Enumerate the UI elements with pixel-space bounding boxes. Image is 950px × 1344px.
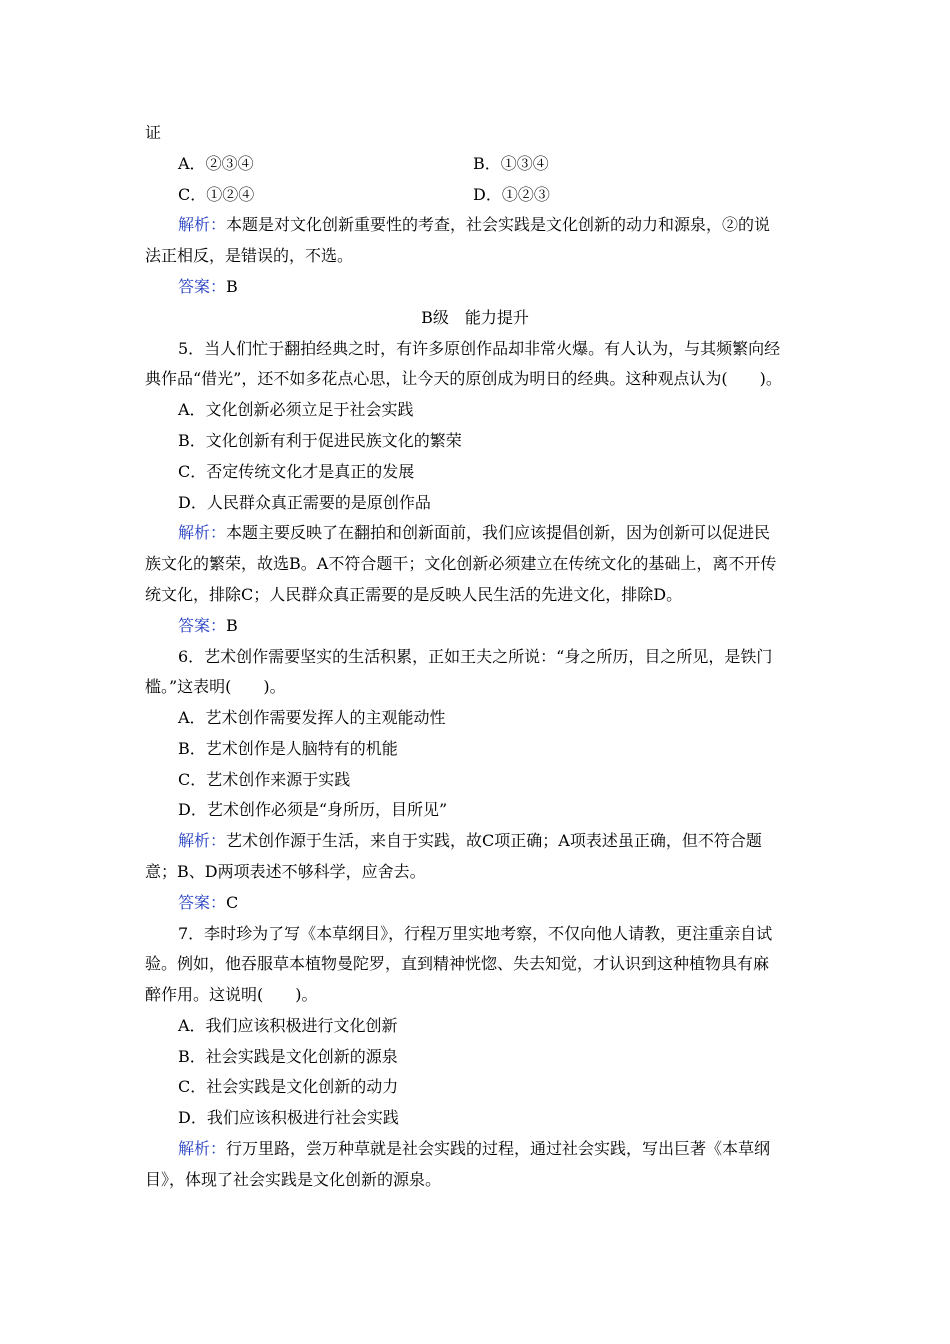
q4-analysis-line-1 <box>178 214 770 236</box>
q7-analysis-line-1 <box>178 1138 770 1160</box>
q6-option-c: C．艺术创作来源于实践 <box>178 770 351 789</box>
section-title: B级 能力提升 <box>421 308 529 327</box>
option-text: ①②③ <box>501 185 550 204</box>
q7-analysis-line-2: 目》，体现了社会实践是文化创新的源泉。 <box>145 1170 442 1189</box>
q4-option-c <box>178 184 254 206</box>
q7-stem-line-1: 7．李时珍为了写《本草纲目》，行程万里实地考察，不仅向他人请教，更注重亲自试 <box>178 924 773 943</box>
analysis-text: 本题是对文化创新重要性的考查，社会实践是文化创新的动力和源泉，②的说 <box>226 215 771 234</box>
analysis-label: 解析： <box>178 831 227 850</box>
answer-label: 答案： <box>178 893 227 912</box>
q5-answer <box>178 615 238 637</box>
q6-answer <box>178 892 238 914</box>
q5-analysis-line-2: 族文化的繁荣，故选B。A不符合题干；文化创新必须建立在传统文化的基础上，离不开传 <box>145 554 777 573</box>
q6-option-d: D．艺术创作必须是“身所历，目所见” <box>178 800 448 819</box>
q7-stem-line-2: 验。例如，他吞服草本植物曼陀罗，直到精神恍惚、失去知觉，才认识到这种植物具有麻 <box>145 954 770 973</box>
answer-value: B <box>226 616 238 635</box>
q7-stem-line-3: 醉作用。这说明( )。 <box>145 985 318 1004</box>
q4-analysis-line-2: 法正相反，是错误的，不选。 <box>145 246 354 265</box>
q6-option-a: A．艺术创作需要发挥人的主观能动性 <box>178 708 446 727</box>
option-text: ①②④ <box>206 185 255 204</box>
answer-label: 答案： <box>178 277 227 296</box>
q7-option-b: B．社会实践是文化创新的源泉 <box>178 1047 398 1066</box>
option-label: C． <box>178 185 207 204</box>
q6-analysis-line-2: 意；B、D两项表述不够科学，应舍去。 <box>145 862 426 881</box>
q5-analysis-line-1 <box>178 522 770 544</box>
q5-analysis-line-3: 统文化，排除C；人民群众真正需要的是反映人民生活的先进文化，排除D。 <box>145 585 683 604</box>
q7-option-c: C．社会实践是文化创新的动力 <box>178 1077 399 1096</box>
answer-label: 答案： <box>178 616 227 635</box>
continued-text: 证 <box>145 123 162 142</box>
q5-stem-line-1: 5．当人们忙于翻拍经典之时，有许多原创作品却非常火爆。有人认为，与其频繁向经 <box>178 339 781 358</box>
analysis-label: 解析： <box>178 523 227 542</box>
q5-option-a: A．文化创新必须立足于社会实践 <box>178 400 414 419</box>
answer-value: B <box>226 277 238 296</box>
q6-stem-line-2: 槛。”这表明( )。 <box>145 677 286 696</box>
analysis-text: 艺术创作源于生活，来自于实践，故C项正确；A项表述虽正确，但不符合题 <box>226 831 762 850</box>
q5-option-d: D．人民群众真正需要的是原创作品 <box>178 493 431 512</box>
option-text: ①③④ <box>500 154 549 173</box>
q7-option-a: A．我们应该积极进行文化创新 <box>178 1016 398 1035</box>
q6-stem-line-1: 6．艺术创作需要坚实的生活积累，正如王夫之所说：“身之所历，目之所见，是铁门 <box>178 647 773 666</box>
option-text: ②③④ <box>205 154 254 173</box>
q7-option-d: D．我们应该积极进行社会实践 <box>178 1108 399 1127</box>
q5-stem-line-2: 典作品“借光”，还不如多花点心思，让今天的原创成为明日的经典。这种观点认为( )。 <box>145 369 782 388</box>
analysis-label: 解析： <box>178 1139 227 1158</box>
analysis-label: 解析： <box>178 215 227 234</box>
analysis-text: 行万里路，尝万种草就是社会实践的过程，通过社会实践，写出巨著《本草纲 <box>226 1139 771 1158</box>
q5-option-b: B．文化创新有利于促进民族文化的繁荣 <box>178 431 462 450</box>
q5-option-c: C．否定传统文化才是真正的发展 <box>178 462 415 481</box>
q6-option-b: B．艺术创作是人脑特有的机能 <box>178 739 398 758</box>
analysis-text: 本题主要反映了在翻拍和创新面前，我们应该提倡创新，因为创新可以促进民 <box>226 523 771 542</box>
option-label: B． <box>473 154 501 173</box>
q6-analysis-line-1 <box>178 830 762 852</box>
q4-option-a <box>178 153 254 175</box>
option-label: D． <box>473 185 502 204</box>
option-label: A． <box>178 154 206 173</box>
answer-value: C <box>226 893 239 912</box>
q4-option-b <box>473 153 549 175</box>
q4-option-d <box>473 184 550 206</box>
q4-answer <box>178 276 238 298</box>
